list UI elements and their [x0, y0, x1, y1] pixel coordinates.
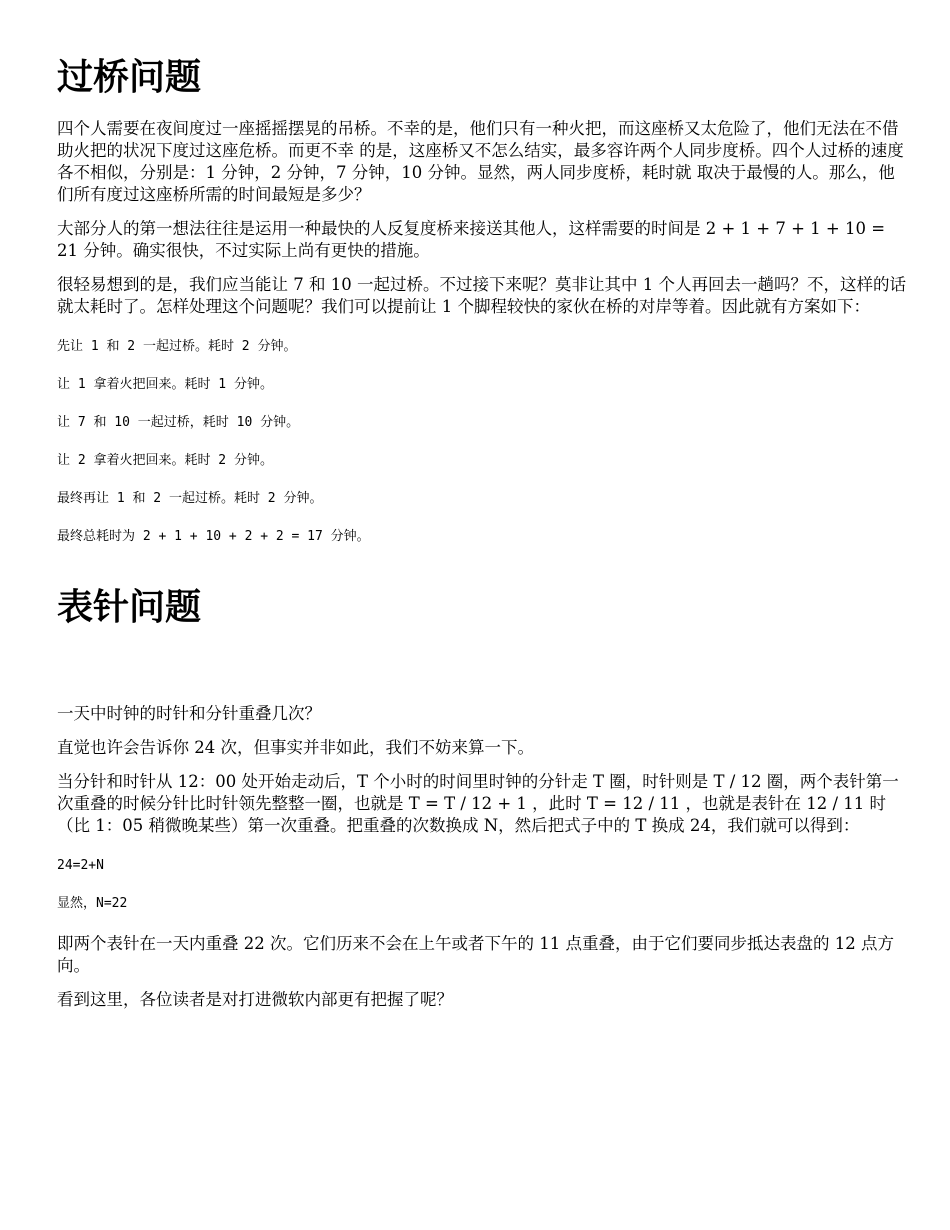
- paragraph: 当分针和时针从 12：00 处开始走动后，T 个小时的时间里时钟的分针走 T 圈，时针则是 T / 12 圈，两个表针第一次重叠的时候分针比时针领先整整一圈，也就是 T = T / 12 + 1 ，此时 T = 12 / 11 ，也就是表针在 12 / 11 时（比 1：05 稍微晚某些）第一次重叠。把重叠的次数换成 N，然后把式子中的 T 换成 24，我们就可以得到：: [57, 772, 899, 836]
- step-line: 先让 1 和 2 一起过桥。耗时 2 分钟。: [57, 338, 297, 354]
- step-line: 最终再让 1 和 2 一起过桥。耗时 2 分钟。: [57, 490, 323, 506]
- section-title-clock: 表针问题: [57, 586, 202, 628]
- step-line: 让 7 和 10 一起过桥，耗时 10 分钟。: [57, 414, 300, 430]
- formula-line: 显然，N=22: [57, 896, 128, 912]
- paragraph: 四个人需要在夜间度过一座摇摇摆晃的吊桥。不幸的是，他们只有一种火把，而这座桥又太危险了，他们无法在不借助火把的状况下度过这座危桥。而更不幸 的是，这座桥又不怎么结实，最多容许两个人同步度桥。四个人过桥的速度各不相似，分别是：1 分钟，2 分钟，7 分钟，10 分钟。显然，两人同步度桥，耗时就 取决于最慢的人。那么，他们所有度过这座桥所需的时间最短是多少？: [57, 118, 904, 204]
- step-line: 让 1 拿着火把回来。耗时 1 分钟。: [57, 376, 273, 392]
- paragraph: 一天中时钟的时针和分针重叠几次？: [57, 704, 321, 724]
- paragraph: 看到这里，各位读者是对打进微软内部更有把握了呢？: [57, 990, 453, 1010]
- step-line: 让 2 拿着火把回来。耗时 2 分钟。: [57, 452, 273, 468]
- formula-line: 24=2+N: [57, 858, 104, 874]
- step-line-total: 最终总耗时为 2 + 1 + 10 + 2 + 2 = 17 分钟。: [57, 528, 370, 544]
- paragraph: 直觉也许会告诉你 24 次，但事实并非如此，我们不妨来算一下。: [57, 738, 534, 758]
- paragraph: 很轻易想到的是，我们应当能让 7 和 10 一起过桥。不过接下来呢？莫非让其中 1 个人再回去一趟吗？不，这样的话就太耗时了。怎样处理这个问题呢？我们可以提前让 1 个脚程较快的家伙在桥的对岸等着。因此就有方案如下：: [57, 274, 906, 316]
- section-title-bridge: 过桥问题: [57, 57, 202, 98]
- paragraph: 大部分人的第一想法往往是运用一种最快的人反复度桥来接送其他人，这样需要的时间是 2 + 1 + 7 + 1 + 10 = 21 分钟。确实很快，不过实际上尚有更快的措施。: [57, 218, 886, 260]
- paragraph: 即两个表针在一天内重叠 22 次。它们历来不会在上午或者下午的 11 点重叠，由于它们要同步抵达表盘的 12 点方向。: [57, 934, 894, 976]
